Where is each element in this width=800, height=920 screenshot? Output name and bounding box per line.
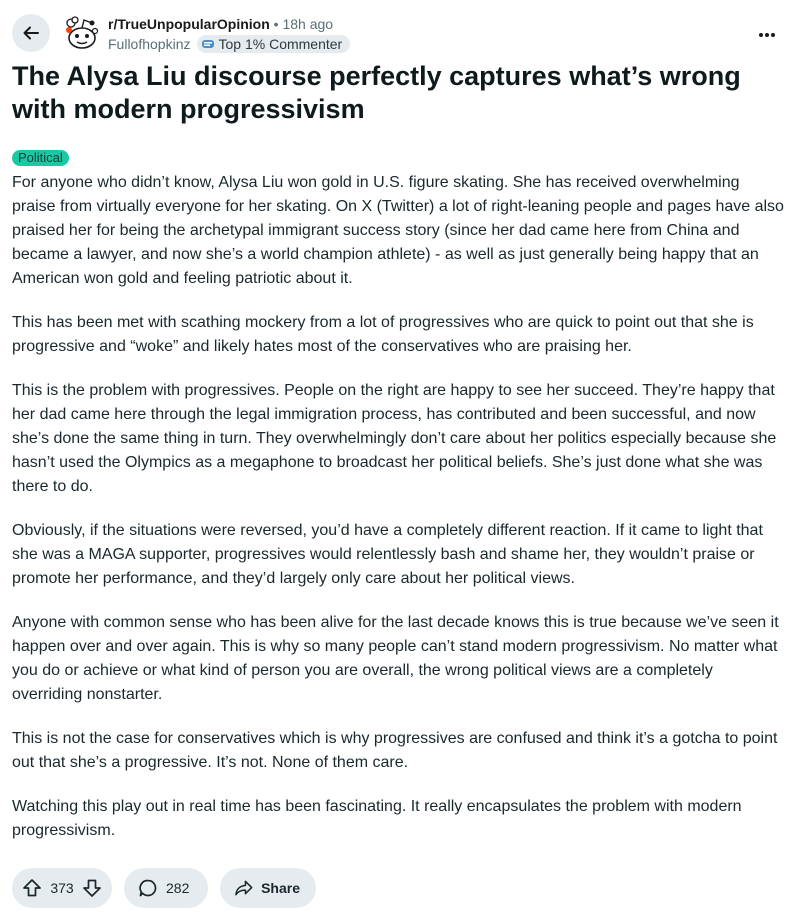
body-paragraph: This is the problem with progressives. People on the right are happy to see her succeed. They’re happy that her dad came here through the legal immigration process, has contributed and been successful, and now she’s done the same thing in turn. They overwhelmingly don’t care about her politics especially because she hasn’t used the Olympics as a megaphone to broadcast her political beliefs. She’s just done what she was there to do.: [12, 382, 777, 495]
comment-bubble-icon: [138, 878, 158, 898]
post-meta: [108, 15, 350, 53]
post-title: The Alysa Liu discourse perfectly captures what’s wrong with modern progressivism: [12, 61, 741, 124]
body-paragraph: This is not the case for conservatives which is why progressives are confused and think it’s a gotcha to point out that she’s a progressive. It’s not. None of them care.: [12, 730, 778, 771]
author-flair: [197, 35, 351, 53]
comment-count: 282: [166, 880, 190, 896]
body-paragraph: Anyone with common sense who has been alive for the last decade knows this is true because we’ve seen it happen over and over again. This is why so many people can’t stand modern progressivism. No matter what you do or achieve or what kind of person you are overall, the wrong political views are a completely overriding nonstarter.: [12, 614, 779, 703]
body-paragraph: This has been met with scathing mockery from a lot of progressives who are quick to point out that she is progressive and “woke” and likely hates most of the conservatives who are praising her.: [12, 314, 754, 355]
post-header: [12, 12, 788, 56]
subreddit-avatar-icon[interactable]: [62, 14, 102, 54]
body-paragraph: For anyone who didn’t know, Alysa Liu won gold in U.S. figure skating. She has received overwhelming praise from virtually everyone for her skating. On X (Twitter) a lot of right-leaning people and pages have also praised her for being the archetypal immigrant success story (since her dad came here from China and became a lawyer, and now she’s a world champion athlete) - as well as just generally being happy that an American won gold and feeling patriotic about it.: [12, 174, 784, 287]
body-paragraph: Watching this play out in real time has been fascinating. It really encapsulates the problem with modern progressivism.: [12, 798, 742, 839]
share-arrow-icon: [234, 878, 253, 898]
achievement-badge-icon: [201, 37, 215, 51]
meta-separator: •: [273, 16, 279, 32]
upvote-button[interactable]: [20, 876, 44, 900]
subreddit-link[interactable]: r/TrueUnpopularOpinion: [108, 16, 270, 32]
vote-count: 373: [50, 880, 74, 896]
back-button[interactable]: [12, 14, 50, 52]
downvote-button[interactable]: [80, 876, 104, 900]
vote-control: [12, 868, 112, 908]
post-actions: [12, 868, 316, 908]
more-horizontal-icon: [758, 32, 776, 38]
downvote-arrow-icon: [82, 878, 102, 898]
upvote-arrow-icon: [22, 878, 42, 898]
post-body: [12, 171, 784, 863]
post-time: 18h ago: [282, 16, 334, 32]
author-link[interactable]: Fullofhopkinz: [108, 36, 191, 52]
more-options-button[interactable]: [752, 20, 782, 50]
comments-button[interactable]: [124, 868, 208, 908]
body-paragraph: Obviously, if the situations were reversed, you’d have a completely different reaction. If it came to light that she was a MAGA supporter, progressives would relentlessly bash and shame her, they wouldn’t praise or promote her performance, and they’d largely only care about her political views.: [12, 522, 763, 587]
post-flair-tag[interactable]: Political: [12, 150, 69, 166]
share-label: Share: [261, 880, 300, 896]
flair-label: Top 1% Commenter: [218, 36, 343, 52]
arrow-left-icon: [21, 23, 41, 43]
share-button[interactable]: [220, 868, 316, 908]
